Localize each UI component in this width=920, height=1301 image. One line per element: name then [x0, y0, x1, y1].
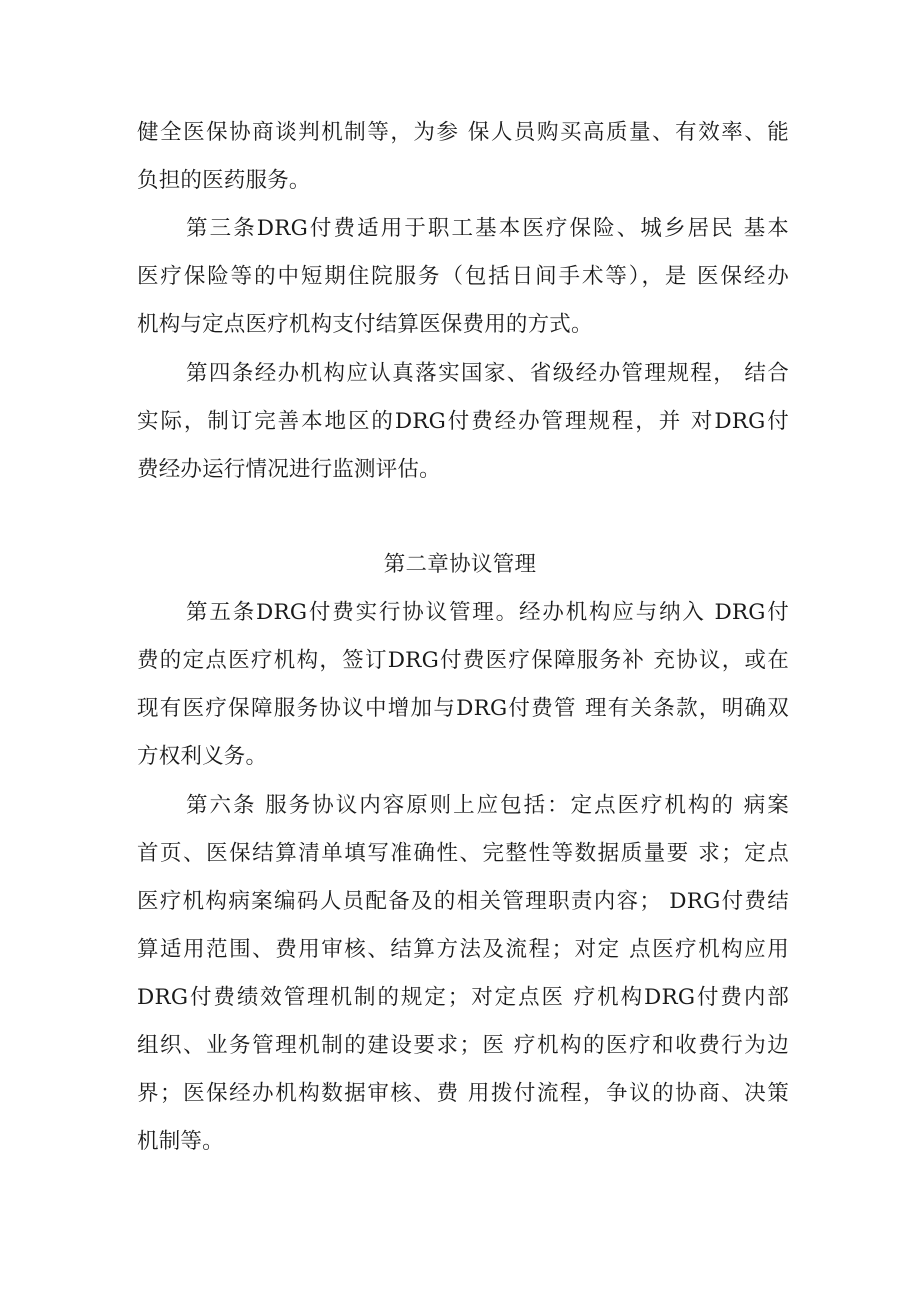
- text-line: 费的定点医疗机构，签订DRG付费医疗保障服务补 充协议，或在: [137, 648, 789, 673]
- text-line: 方权利义务。: [137, 744, 268, 769]
- text-line: 负担的医药服务。: [137, 168, 311, 193]
- text-line: 机构与定点医疗机构支付结算医保费用的方式。: [137, 312, 593, 337]
- text-line: 界；医保经办机构数据审核、费 用拨付流程，争议的协商、决策: [137, 1081, 789, 1106]
- text-line: DRG付费绩效管理机制的规定；对定点医 疗机构DRG付费内部: [137, 985, 789, 1010]
- text-line: 费经办运行情况进行监测评估。: [137, 457, 441, 482]
- chapter-heading: 第二章协议管理: [383, 552, 537, 577]
- text-line: 医疗机构病案编码人员配备及的相关管理职责内容； DRG付费结: [137, 889, 789, 914]
- text-line: 第三条DRG付费适用于职工基本医疗保险、城乡居民 基本: [186, 216, 789, 241]
- text-line: 第五条DRG付费实行协议管理。经办机构应与纳入 DRG付: [186, 600, 789, 625]
- text-line: 机制等。: [137, 1129, 224, 1154]
- text-line: 健全医保协商谈判机制等，为参 保人员购买高质量、有效率、能: [137, 120, 789, 145]
- text-line: 组织、业务管理机制的建设要求；医 疗机构的医疗和收费行为边: [137, 1033, 789, 1058]
- text-line: 现有医疗保障服务协议中增加与DRG付费管 理有关条款，明确双: [137, 696, 789, 721]
- text-line: 实际，制订完善本地区的DRG付费经办管理规程，并 对DRG付: [137, 409, 789, 434]
- text-line: 首页、医保结算清单填写准确性、完整性等数据质量要 求；定点: [137, 841, 789, 866]
- text-line: 医疗保险等的中短期住院服务（包括日间手术等），是 医保经办: [137, 264, 789, 289]
- text-line: 算适用范围、费用审核、结算方法及流程；对定 点医疗机构应用: [137, 937, 789, 962]
- text-line: 第六条 服务协议内容原则上应包括：定点医疗机构的 病案: [186, 793, 789, 818]
- text-line: 第四条经办机构应认真落实国家、省级经办管理规程， 结合: [186, 361, 789, 386]
